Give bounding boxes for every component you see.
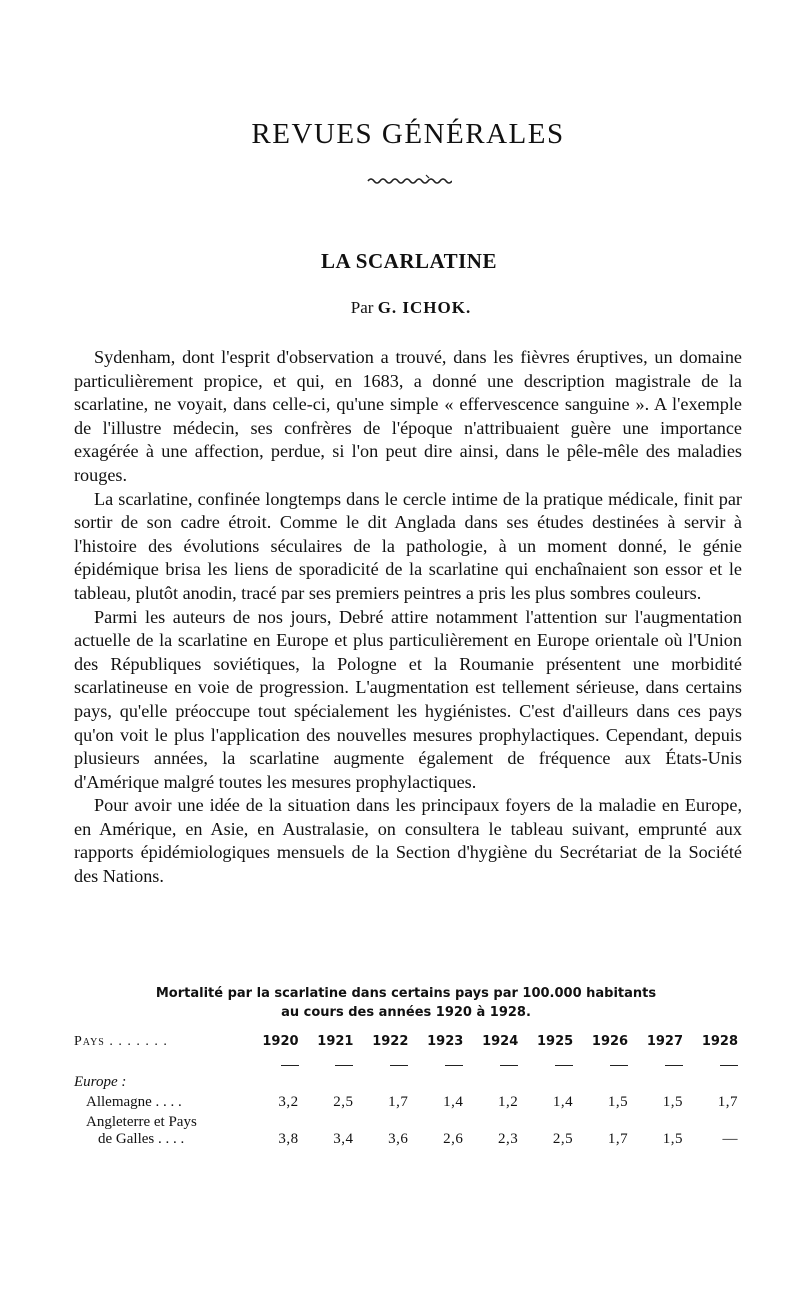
- value-cell: 1,5: [662, 1131, 684, 1147]
- value-cell: 1,5: [607, 1094, 629, 1110]
- table-row: [74, 1094, 738, 1114]
- value-cell: 1,4: [552, 1094, 574, 1110]
- table-row: [74, 1114, 738, 1148]
- caption-line: au cours des années 1920 à 1928.: [281, 1005, 531, 1020]
- header-rule-row: [74, 1054, 738, 1074]
- value-cell: 3,8: [278, 1131, 299, 1147]
- section-title: REVUES GÉNÉRALES: [251, 118, 565, 150]
- byline-prefix: Par: [350, 298, 374, 317]
- country-line: de Galles . . . .: [98, 1131, 185, 1147]
- paragraph: Parmi les auteurs de nos jours, Debré attire notamment l'attention sur l'augmentation actuelle de la scarlatine en Europe et plus particulièrement en Europe orientale où l'Union des Républiques soviétiques, la Pologne et la Roumanie présentent une morbidité scarlatineuse en voie de progression. L'augmentation est tellement sérieuse, dans certains pays, qu'elle préoccupe tout spécialement les hygiénistes. C'est d'ailleurs dans ces pays qu'on voit le plus l'application des nouvelles mesures prophylactiques. Cependant, depuis plusieurs années, la scarlatine augmente également de fréquence aux États-Unis d'Amérique malgré toutes les mesures prophylactiques.: [74, 606, 742, 792]
- header-dash: [500, 1065, 518, 1066]
- value-cell: 1,2: [498, 1094, 519, 1110]
- value-cell: —: [722, 1131, 738, 1147]
- paragraph: La scarlatine, confinée longtemps dans le cercle intime de la pratique médicale, finit par sortir de son cadre étroit. Comme le dit Anglada dans ses études destinées à servir à l'histoire des évolutions séculaires de la pathologie, à un moment donné, le génie épidémique brisa les liens de sporadicité de la scarlatine qui enchaînaient son essor et le tableau, plutôt anodin, tracé par ses premiers peintres a pris les plus sombres couleurs.: [74, 488, 742, 603]
- year-header: 1928: [701, 1034, 738, 1049]
- value-cell: 3,6: [388, 1131, 409, 1147]
- year-header: 1922: [372, 1034, 409, 1049]
- header-dash: [335, 1065, 353, 1066]
- country-cell: [74, 1114, 244, 1148]
- value-cell: 1,7: [717, 1094, 738, 1110]
- byline: [0, 298, 800, 318]
- year-header: 1927: [646, 1034, 684, 1049]
- country-column-header: Pays . . . . . . .: [74, 1034, 168, 1049]
- article-body: [74, 346, 742, 889]
- value-cell: 1,4: [443, 1094, 464, 1110]
- header-dash: [390, 1065, 408, 1066]
- year-header: 1926: [591, 1034, 629, 1049]
- value-cell: 2,3: [498, 1131, 519, 1147]
- article-title: LA SCARLATINE: [321, 249, 497, 273]
- header-dash: [445, 1065, 463, 1066]
- value-cell: 2,5: [333, 1094, 354, 1110]
- header-dash: [555, 1065, 573, 1066]
- value-cell: 1,5: [662, 1094, 684, 1110]
- year-header: 1924: [482, 1034, 519, 1049]
- header-dash: [665, 1065, 683, 1066]
- value-cell: 1,7: [388, 1094, 409, 1110]
- year-header: 1925: [536, 1034, 574, 1049]
- table-caption: [96, 984, 716, 1022]
- caption-line: Mortalité par la scarlatine dans certains pays par 100.000 habitants: [155, 986, 657, 1001]
- group-row: [74, 1074, 738, 1094]
- year-header: 1921: [317, 1034, 354, 1049]
- header-dash: [720, 1065, 738, 1066]
- paragraph: Sydenham, dont l'esprit d'observation a trouvé, dans les fièvres éruptives, un domaine particulièrement propice, et qui, en 1683, a donné une description magistrale de la scarlatine, ne voyait, dans celle-ci, qu'une simple « effervescence sanguine ». A l'exemple de l'illustre médecin, ses confrères de l'époque n'attribuaient guère une importance exagérée à une affection, perdue, si l'on peut dire ainsi, dans le pêle-mêle des maladies rouges.: [74, 347, 742, 485]
- author-name: G. ICHOK.: [377, 298, 472, 317]
- mortality-table: [74, 1034, 738, 1148]
- value-cell: 3,2: [278, 1094, 299, 1110]
- year-header: 1920: [262, 1034, 299, 1049]
- country-line: Angleterre et Pays: [86, 1114, 197, 1130]
- header-dash: [610, 1065, 628, 1066]
- header-dash: [281, 1065, 299, 1066]
- country-cell: Allemagne . . . .: [86, 1094, 182, 1110]
- group-label: Europe :: [74, 1074, 127, 1090]
- value-cell: 2,5: [552, 1131, 574, 1147]
- value-cell: 3,4: [333, 1131, 354, 1147]
- value-cell: 2,6: [443, 1131, 464, 1147]
- value-cell: 1,7: [607, 1131, 629, 1147]
- paragraph: Pour avoir une idée de la situation dans les principaux foyers de la maladie en Europe, en Amérique, en Asie, en Australasie, on consultera le tableau suivant, emprunté aux rapports épidémiologiques mensuels de la Section d'hygiène du Secrétariat de la Société des Nations.: [74, 795, 742, 887]
- ornament-squiggle: [366, 172, 452, 186]
- year-header: 1923: [427, 1034, 464, 1049]
- table-header-row: [74, 1034, 738, 1054]
